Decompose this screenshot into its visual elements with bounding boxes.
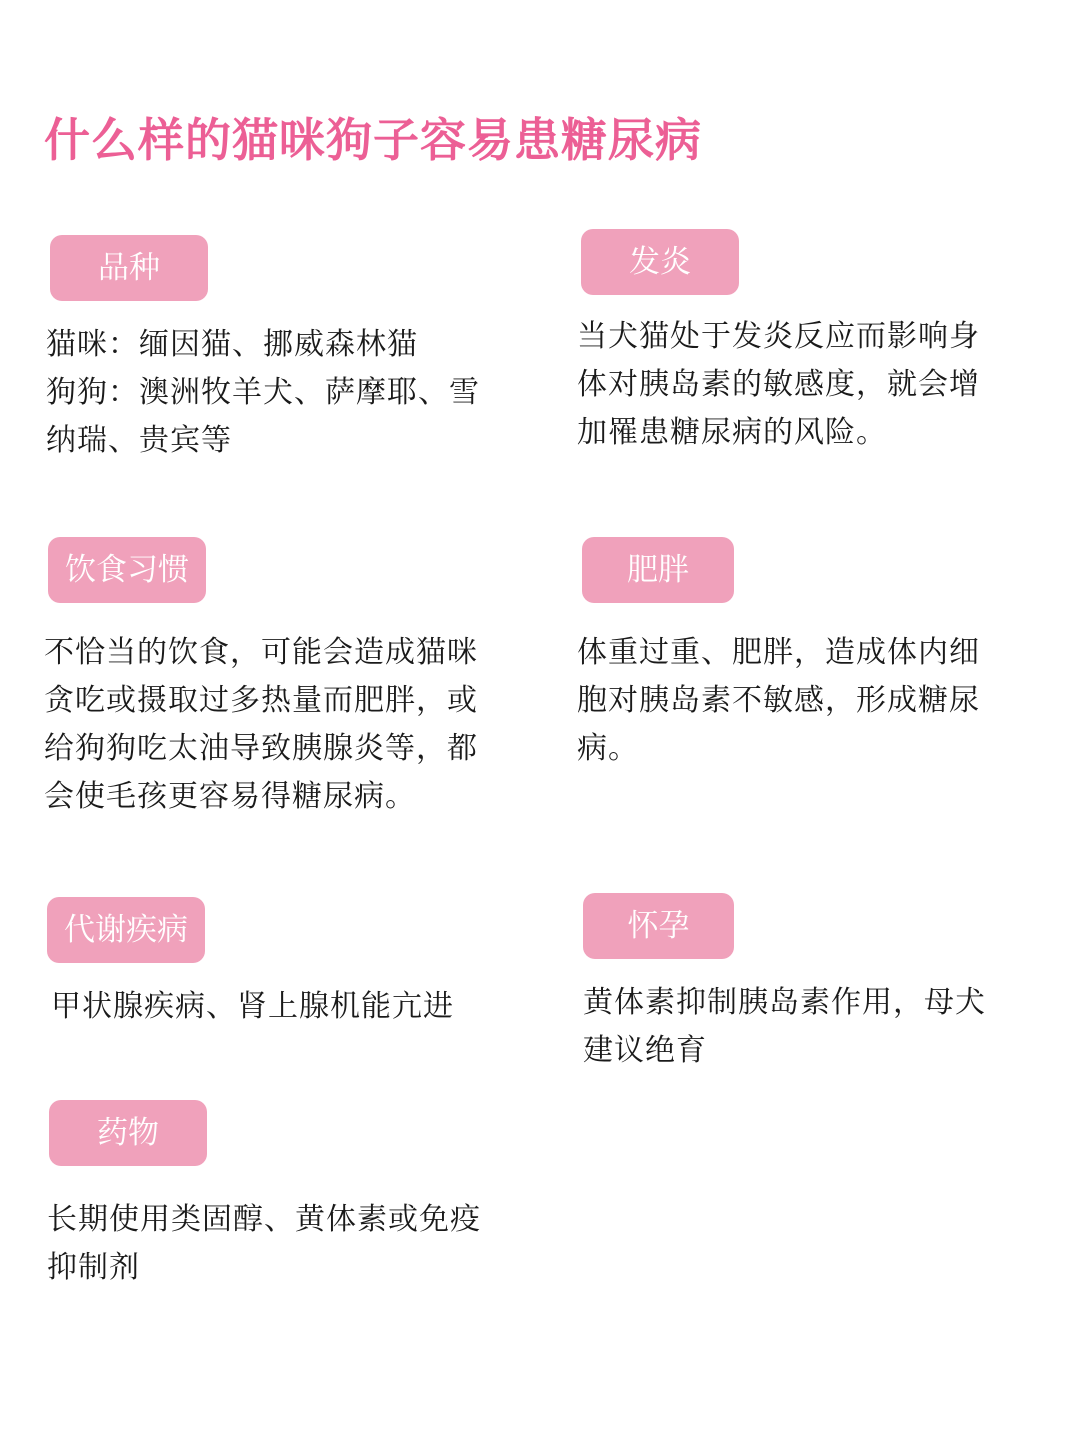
text-line: 给狗狗吃太油导致胰腺炎等，都 [44,731,478,766]
text-line: 黄体素抑制胰岛素作用，母犬 [583,985,986,1020]
section-medication-text [47,1196,481,1292]
section-breed [46,235,480,465]
tag-medication: 药物 [49,1100,207,1166]
text-line: 会使毛孩更容易得糖尿病。 [44,779,416,814]
tag-breed: 品种 [50,235,208,301]
tag-pregnancy: 怀孕 [583,893,734,959]
section-diet-text [44,629,478,821]
text-line: 病。 [577,731,639,766]
text-line: 建议绝育 [583,1033,707,1068]
section-pregnancy-text [583,979,986,1075]
section-pregnancy [583,893,986,1075]
section-medication [49,1100,481,1292]
tag-metabolic: 代谢疾病 [47,897,205,963]
text-line: 纳瑞、贵宾等 [46,423,232,458]
section-obesity [577,537,980,773]
section-obesity-text [577,629,980,773]
tag-inflammation: 发炎 [581,229,739,295]
text-line: 长期使用类固醇、黄体素或免疫 [47,1202,481,1237]
section-inflammation [577,229,980,457]
section-breed-text [46,321,480,465]
text-line: 甲状腺疾病、肾上腺机能亢进 [51,989,454,1024]
text-line: 猫咪：缅因猫、挪威森林猫 [46,327,418,362]
section-metabolic [47,897,454,1031]
section-inflammation-text [577,313,980,457]
text-line: 抑制剂 [47,1250,140,1285]
tag-obesity: 肥胖 [582,537,734,603]
text-line: 狗狗：澳洲牧羊犬、萨摩耶、雪 [46,375,480,410]
text-line: 胞对胰岛素不敏感，形成糖尿 [577,683,980,718]
text-line: 当犬猫处于发炎反应而影响身 [577,319,980,354]
text-line: 不恰当的饮食，可能会造成猫咪 [44,635,478,670]
text-line: 体重过重、肥胖，造成体内细 [577,635,980,670]
text-line: 贪吃或摄取过多热量而肥胖，或 [44,683,478,718]
section-metabolic-text [51,983,454,1031]
text-line: 加罹患糖尿病的风险。 [577,415,887,450]
section-diet [44,537,478,821]
page-title: 什么样的猫咪狗子容易患糖尿病 [44,113,702,167]
text-line: 体对胰岛素的敏感度，就会增 [577,367,980,402]
tag-diet: 饮食习惯 [48,537,206,603]
